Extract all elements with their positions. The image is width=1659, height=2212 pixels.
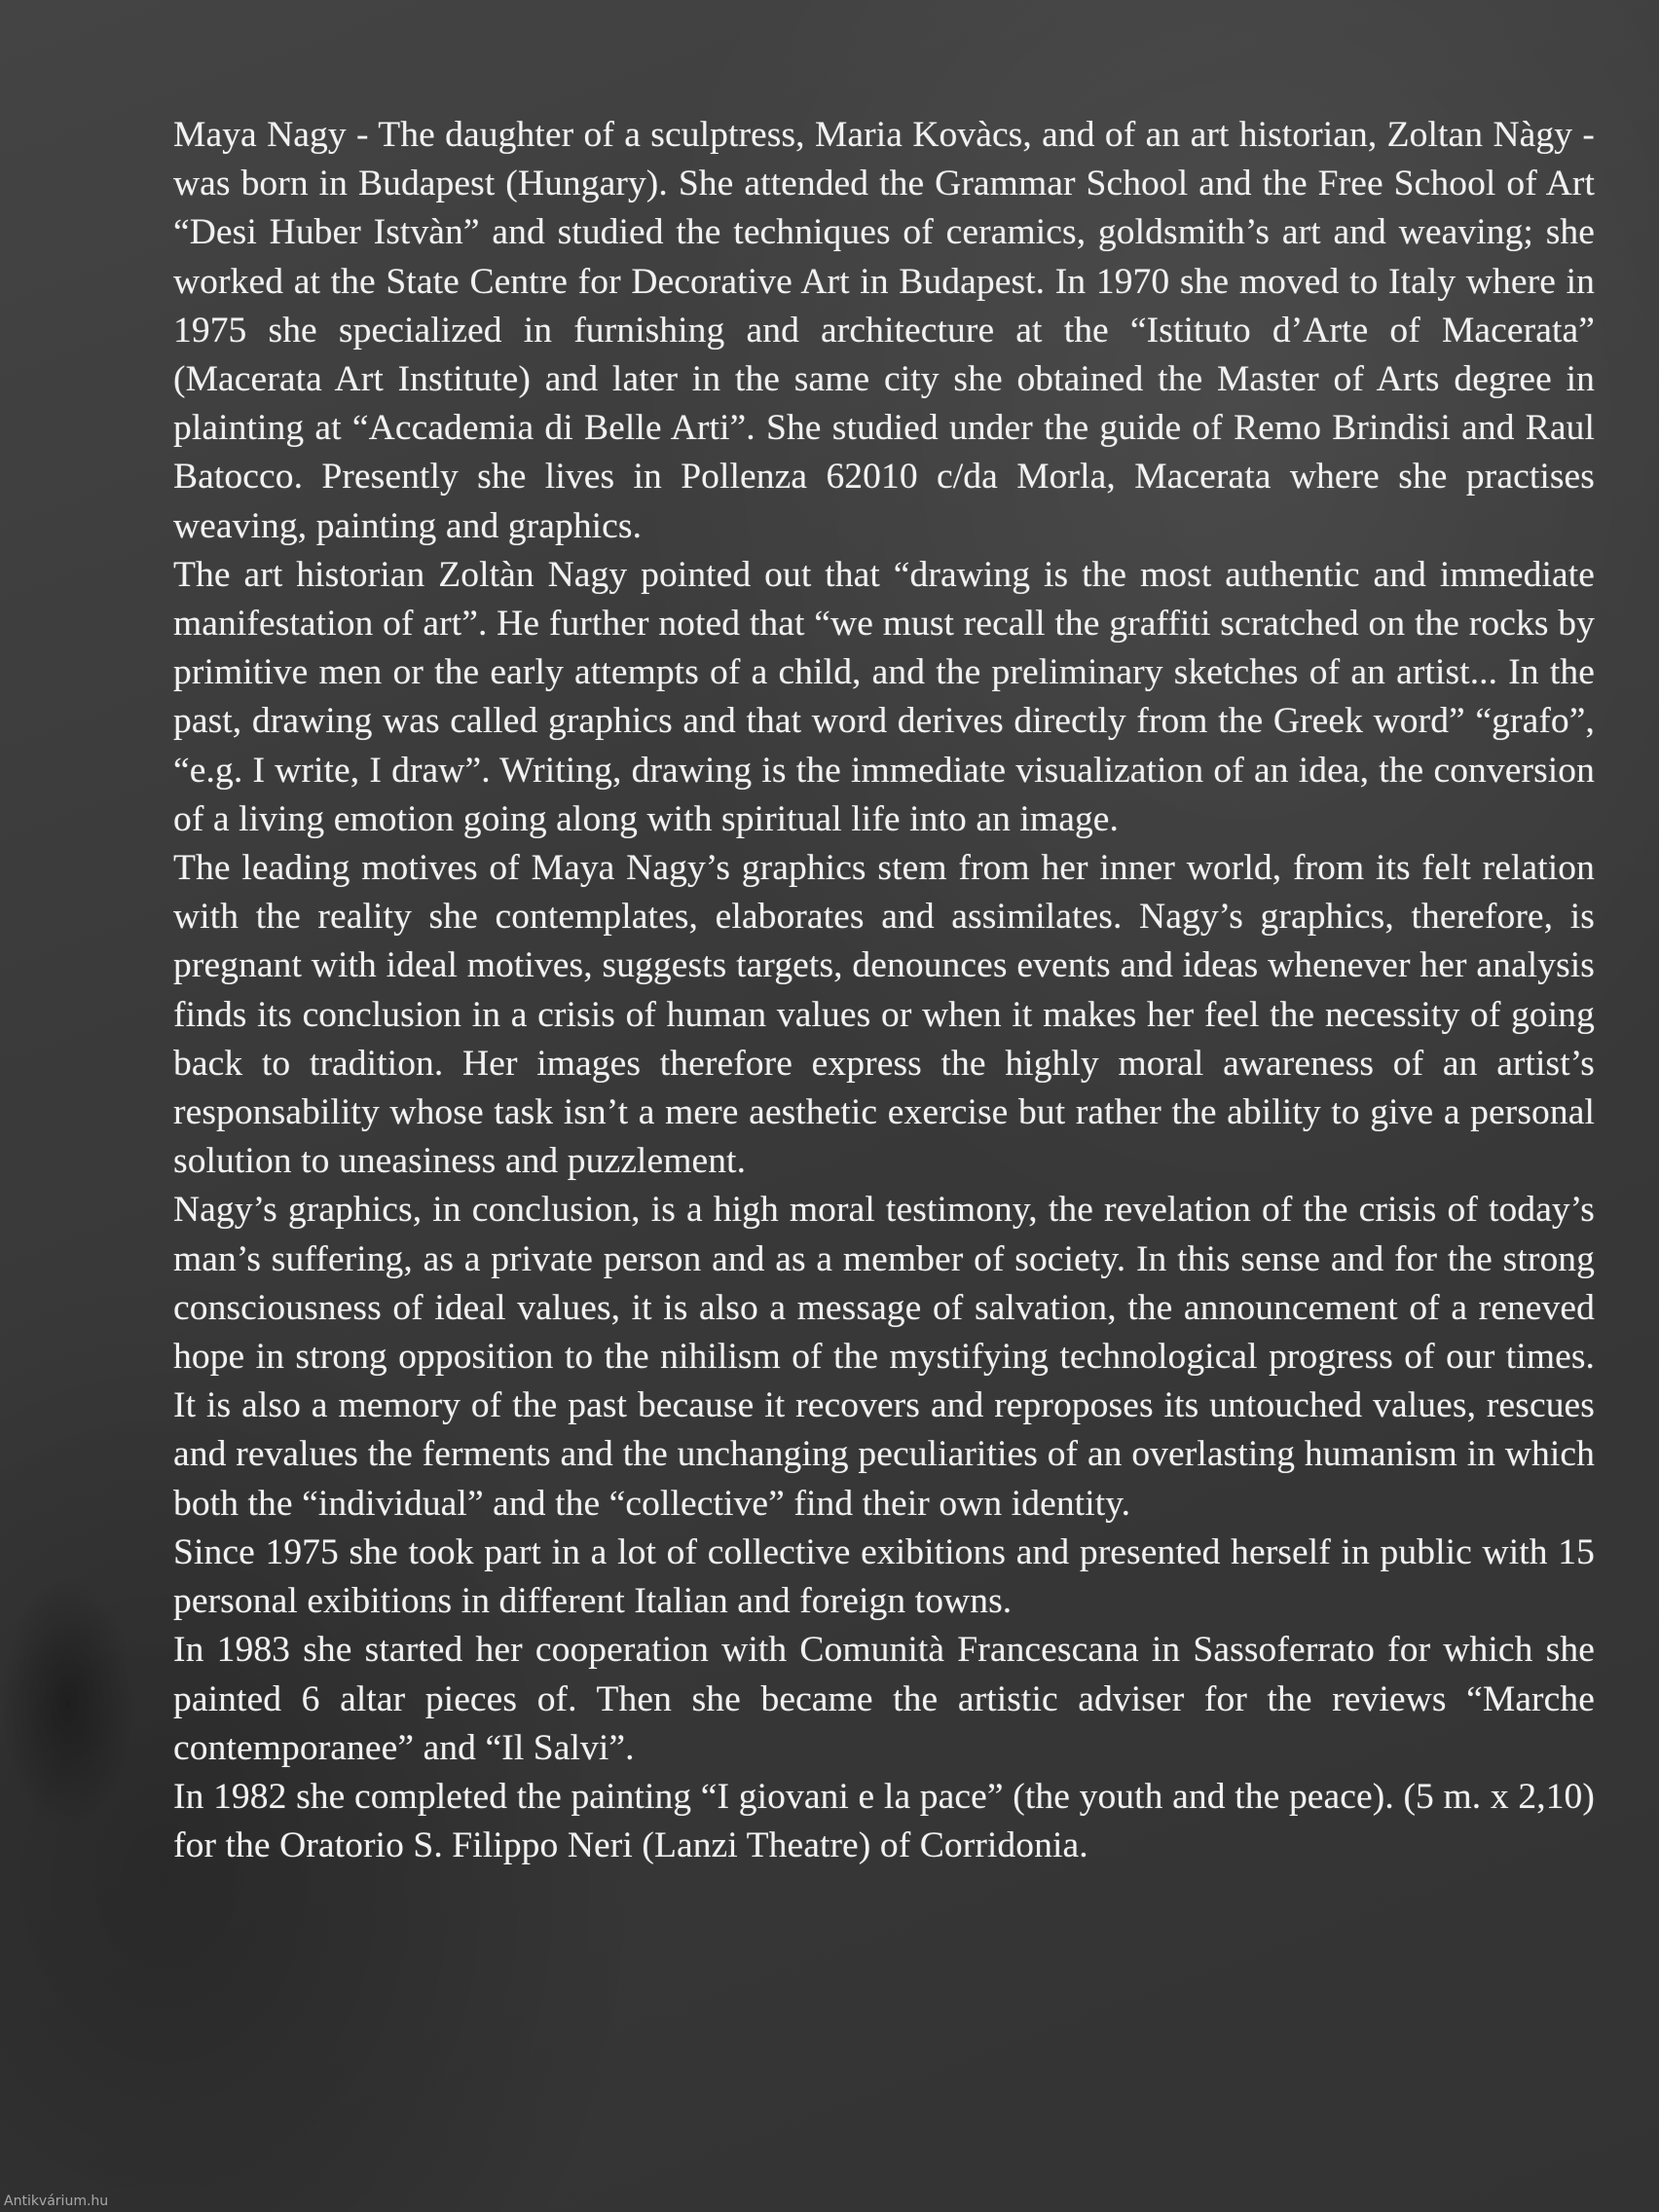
page-smudge: [0, 1577, 136, 1830]
paragraph-biography: Maya Nagy - The daughter of a sculptress, Maria Kovàcs, and of an art historian, Zoltan Nàgy - was born in Budapest (Hungary). She attended the Grammar School and the Free School of Art “Desi Huber Istvàn” and studied the techniques of ceramics, goldsmith’s art and weaving; she worked at the State Centre for Decorative Art in Budapest. In 1970 she moved to Italy where in 1975 she specialized in furnishing and architecture at the “Istituto d’Arte of Macerata” (Macerata Art Institute) and later in the same city she obtained the Master of Arts degree in plainting at “Accademia di Belle Arti”. She studied under the guide of Remo Brindisi and Raul Batocco. Presently she lives in Pollenza 62010 c/da Morla, Macerata where she practises weaving, painting and graphics.: [173, 115, 1595, 546]
paragraph-drawing-quote: The art historian Zoltàn Nagy pointed out that “drawing is the most authentic and immediate manifestation of art”. He further noted that “we must recall the graffiti scratched on the rocks by primitive men or the early attempts of a child, and the preliminary sketches of an artist... In the past, drawing was called graphics and that word derives directly from the Greek word” “grafo”, “e.g. I write, I draw”. Writing, drawing is the immediate visualization of an idea, the conversion of a living emotion going along with spiritual life into an image.: [173, 554, 1595, 839]
watermark-text: Antikvárium.hu: [4, 2194, 109, 2209]
paragraph-cooperation: In 1983 she started her cooperation with Comunità Francescana in Sassoferrato for which she painted 6 altar pieces of. Then she became the artistic adviser for the reviews “Marche contemporanee” and “Il Salvi”.: [173, 1630, 1595, 1768]
paragraph-conclusion: Nagy’s graphics, in conclusion, is a high moral testimony, the revelation of the crisis of today’s man’s suffering, as a private person and as a member of society. In this sense and for the strong consciousness of ideal values, it is also a message of salvation, the announcement of a reneved hope in strong opposition to the nihilism of the mystifying technological progress of our times. It is also a memory of the past because it recovers and reproposes its untouched values, rescues and revalues the ferments and the unchanging peculiarities of an overlasting humanism in which both the “individual” and the “collective” find their own identity.: [173, 1190, 1595, 1524]
biography-text: [173, 111, 1595, 1870]
paragraph-painting: In 1982 she completed the painting “I giovani e la pace” (the youth and the peace). (5 m. x 2,10) for the Oratorio S. Filippo Neri (Lanzi Theatre) of Corridonia.: [173, 1776, 1595, 1866]
paragraph-exhibitions: Since 1975 she took part in a lot of collective exibitions and presented herself in public with 15 personal exibitions in different Italian and foreign towns.: [173, 1531, 1595, 1622]
paragraph-graphics-motives: The leading motives of Maya Nagy’s graphics stem from her inner world, from its felt relation with the reality she contemplates, elaborates and assimilates. Nagy’s graphics, therefore, is pregnant with ideal motives, suggests targets, denounces events and ideas whenever her analysis finds its conclusion in a crisis of human values or when it makes her feel the necessity of going back to tradition. Her images therefore express the highly moral awareness of an artist’s responsability whose task isn’t a mere aesthetic exercise but rather the ability to give a personal solution to uneasiness and puzzlement.: [173, 848, 1595, 1182]
